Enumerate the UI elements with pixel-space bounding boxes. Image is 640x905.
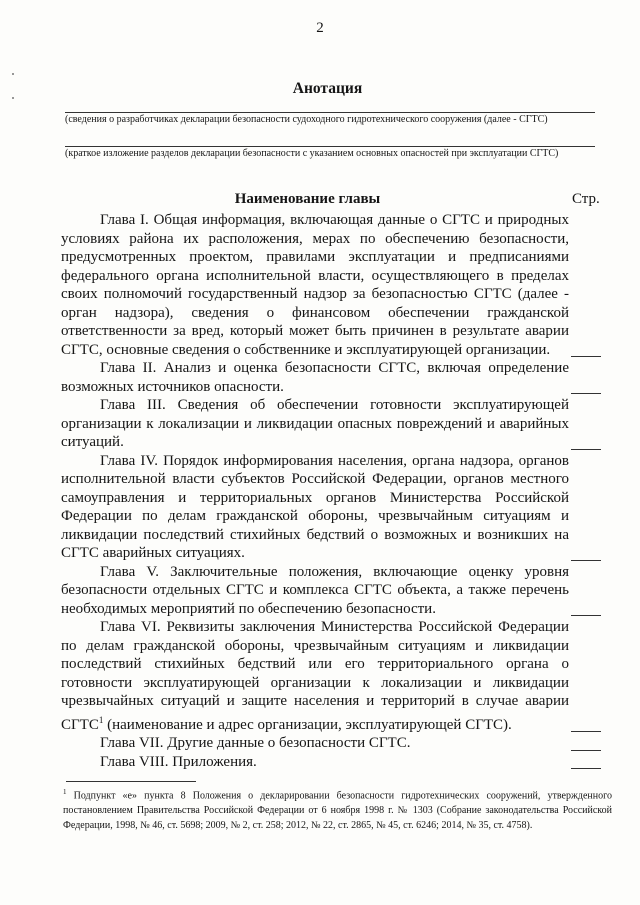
footnote-separator bbox=[66, 781, 196, 782]
page-number-blank bbox=[571, 768, 601, 769]
footnote-text: Подпункт «е» пункта 8 Положения о декларировании безопасности гидротехнических сооружений, утвержденного постановлением Правительства Российской Федерации от 6 ноября 1998 г. № 1303 (Собрание законодательства Российской Федерации, 1998, № 46, ст. 5698; 2009, № 2, ст. 258; 2012, № 22, ст. 2865, № 45, ст. 6246; 2014, № 35, ст. 4758). bbox=[63, 790, 612, 832]
chapter-2-text: Глава II. Анализ и оценка безопасности СГТС, включая определение возможных источников опасности. bbox=[61, 360, 569, 395]
footnote bbox=[63, 785, 612, 833]
chapter-3-text: Глава III. Сведения об обеспечении готовности эксплуатирующей организации к локализации и ликвидации опасных повреждений и аварийных ситуаций. bbox=[61, 397, 569, 450]
chapter-6-text-main: Глава VI. Реквизиты заключения Министерства Российской Федерации по делам гражданской обороны, чрезвычайным ситуациям и ликвидации последствий стихийных бедствий или его территориального органа о готовности эксплуатирующей организации к локализации и ликвидации чрезвычайных ситуаций и защите населения и территорий в случае аварии СГТС bbox=[61, 619, 569, 733]
table-of-contents bbox=[61, 211, 601, 771]
summary-field-line bbox=[65, 146, 595, 147]
toc-header bbox=[0, 191, 640, 211]
page-number-blank bbox=[571, 560, 601, 561]
summary-caption: (краткое изложение разделов декларации безопасности с указанием основных опасностей при эксплуатации СГТС) bbox=[65, 148, 559, 159]
chapter-8-text: Глава VIII. Приложения. bbox=[100, 753, 257, 770]
chapter-5-text: Глава V. Заключительные положения, включающие оценку уровня безопасности отдельных СГТС и комплекса СГТС объекта, а также перечень необходимых мероприятий по обеспечению безопасности. bbox=[61, 563, 569, 617]
chapter-1-text: Глава I. Общая информация, включающая данные о СГТС и природных условиях района их расположения, мерах по обеспечению безопасности, предусмотренных проектом, правилами эксплуатации и предписаниями федерального органа исполнительной власти, осуществляющего в пределах своих полномочий государственный надзор за безопасностью СГТС (далее - орган надзора), сведения о финансовом обеспечении гражданской ответственности за вред, который может быть причинен в результате аварии СГТС, основные сведения о собственнике и эксплуатирующей организации. bbox=[61, 212, 569, 358]
chapter-6-text-tail: (наименование и адрес организации, эксплуатирующей СГТС). bbox=[103, 716, 512, 733]
annotation-title: Анотация bbox=[292, 80, 363, 97]
page-column-heading: Стр. bbox=[572, 191, 600, 207]
page-number-blank bbox=[571, 449, 601, 450]
toc-entry-chapter-6 bbox=[61, 618, 601, 734]
chapter-4-text: Глава IV. Порядок информирования населения, органа надзора, органов исполнительной власти субъектов Российской Федерации, органов местного самоуправления и территориальных органов Министерства Российской Федерации по делам гражданской обороны, чрезвычайным ситуациям и ликвидации последствий стихийных бедствий о возможных и возникших на СГТС аварийных ситуациях. bbox=[61, 452, 569, 561]
toc-entry-chapter-1 bbox=[61, 211, 601, 359]
toc-entry-chapter-2 bbox=[61, 359, 601, 396]
page-number-blank bbox=[571, 750, 601, 751]
page-number-blank bbox=[571, 615, 601, 616]
chapter-7-text: Глава VII. Другие данные о безопасности СГТС. bbox=[100, 735, 411, 751]
toc-entry-chapter-7 bbox=[61, 734, 601, 753]
toc-entry-chapter-8 bbox=[61, 753, 601, 772]
page-number-blank bbox=[571, 731, 601, 732]
developers-caption: (сведения о разработчиках декларации безопасности судоходного гидротехнического сооружения (далее - СГТС) bbox=[65, 114, 548, 125]
page-number-blank bbox=[571, 393, 601, 394]
toc-entry-chapter-5 bbox=[61, 563, 601, 619]
chapter-6-text bbox=[61, 618, 569, 734]
page-number-blank bbox=[571, 356, 601, 357]
toc-entry-chapter-4 bbox=[61, 452, 601, 563]
page-number: 2 bbox=[316, 20, 324, 36]
chapter-name-heading: Наименование главы bbox=[234, 191, 381, 207]
toc-entry-chapter-3 bbox=[61, 396, 601, 452]
footnote-reference[interactable]: 1 bbox=[98, 714, 104, 725]
scan-speck bbox=[12, 73, 14, 75]
footnote-mark: 1 bbox=[63, 788, 67, 796]
developers-field-line bbox=[65, 112, 595, 113]
